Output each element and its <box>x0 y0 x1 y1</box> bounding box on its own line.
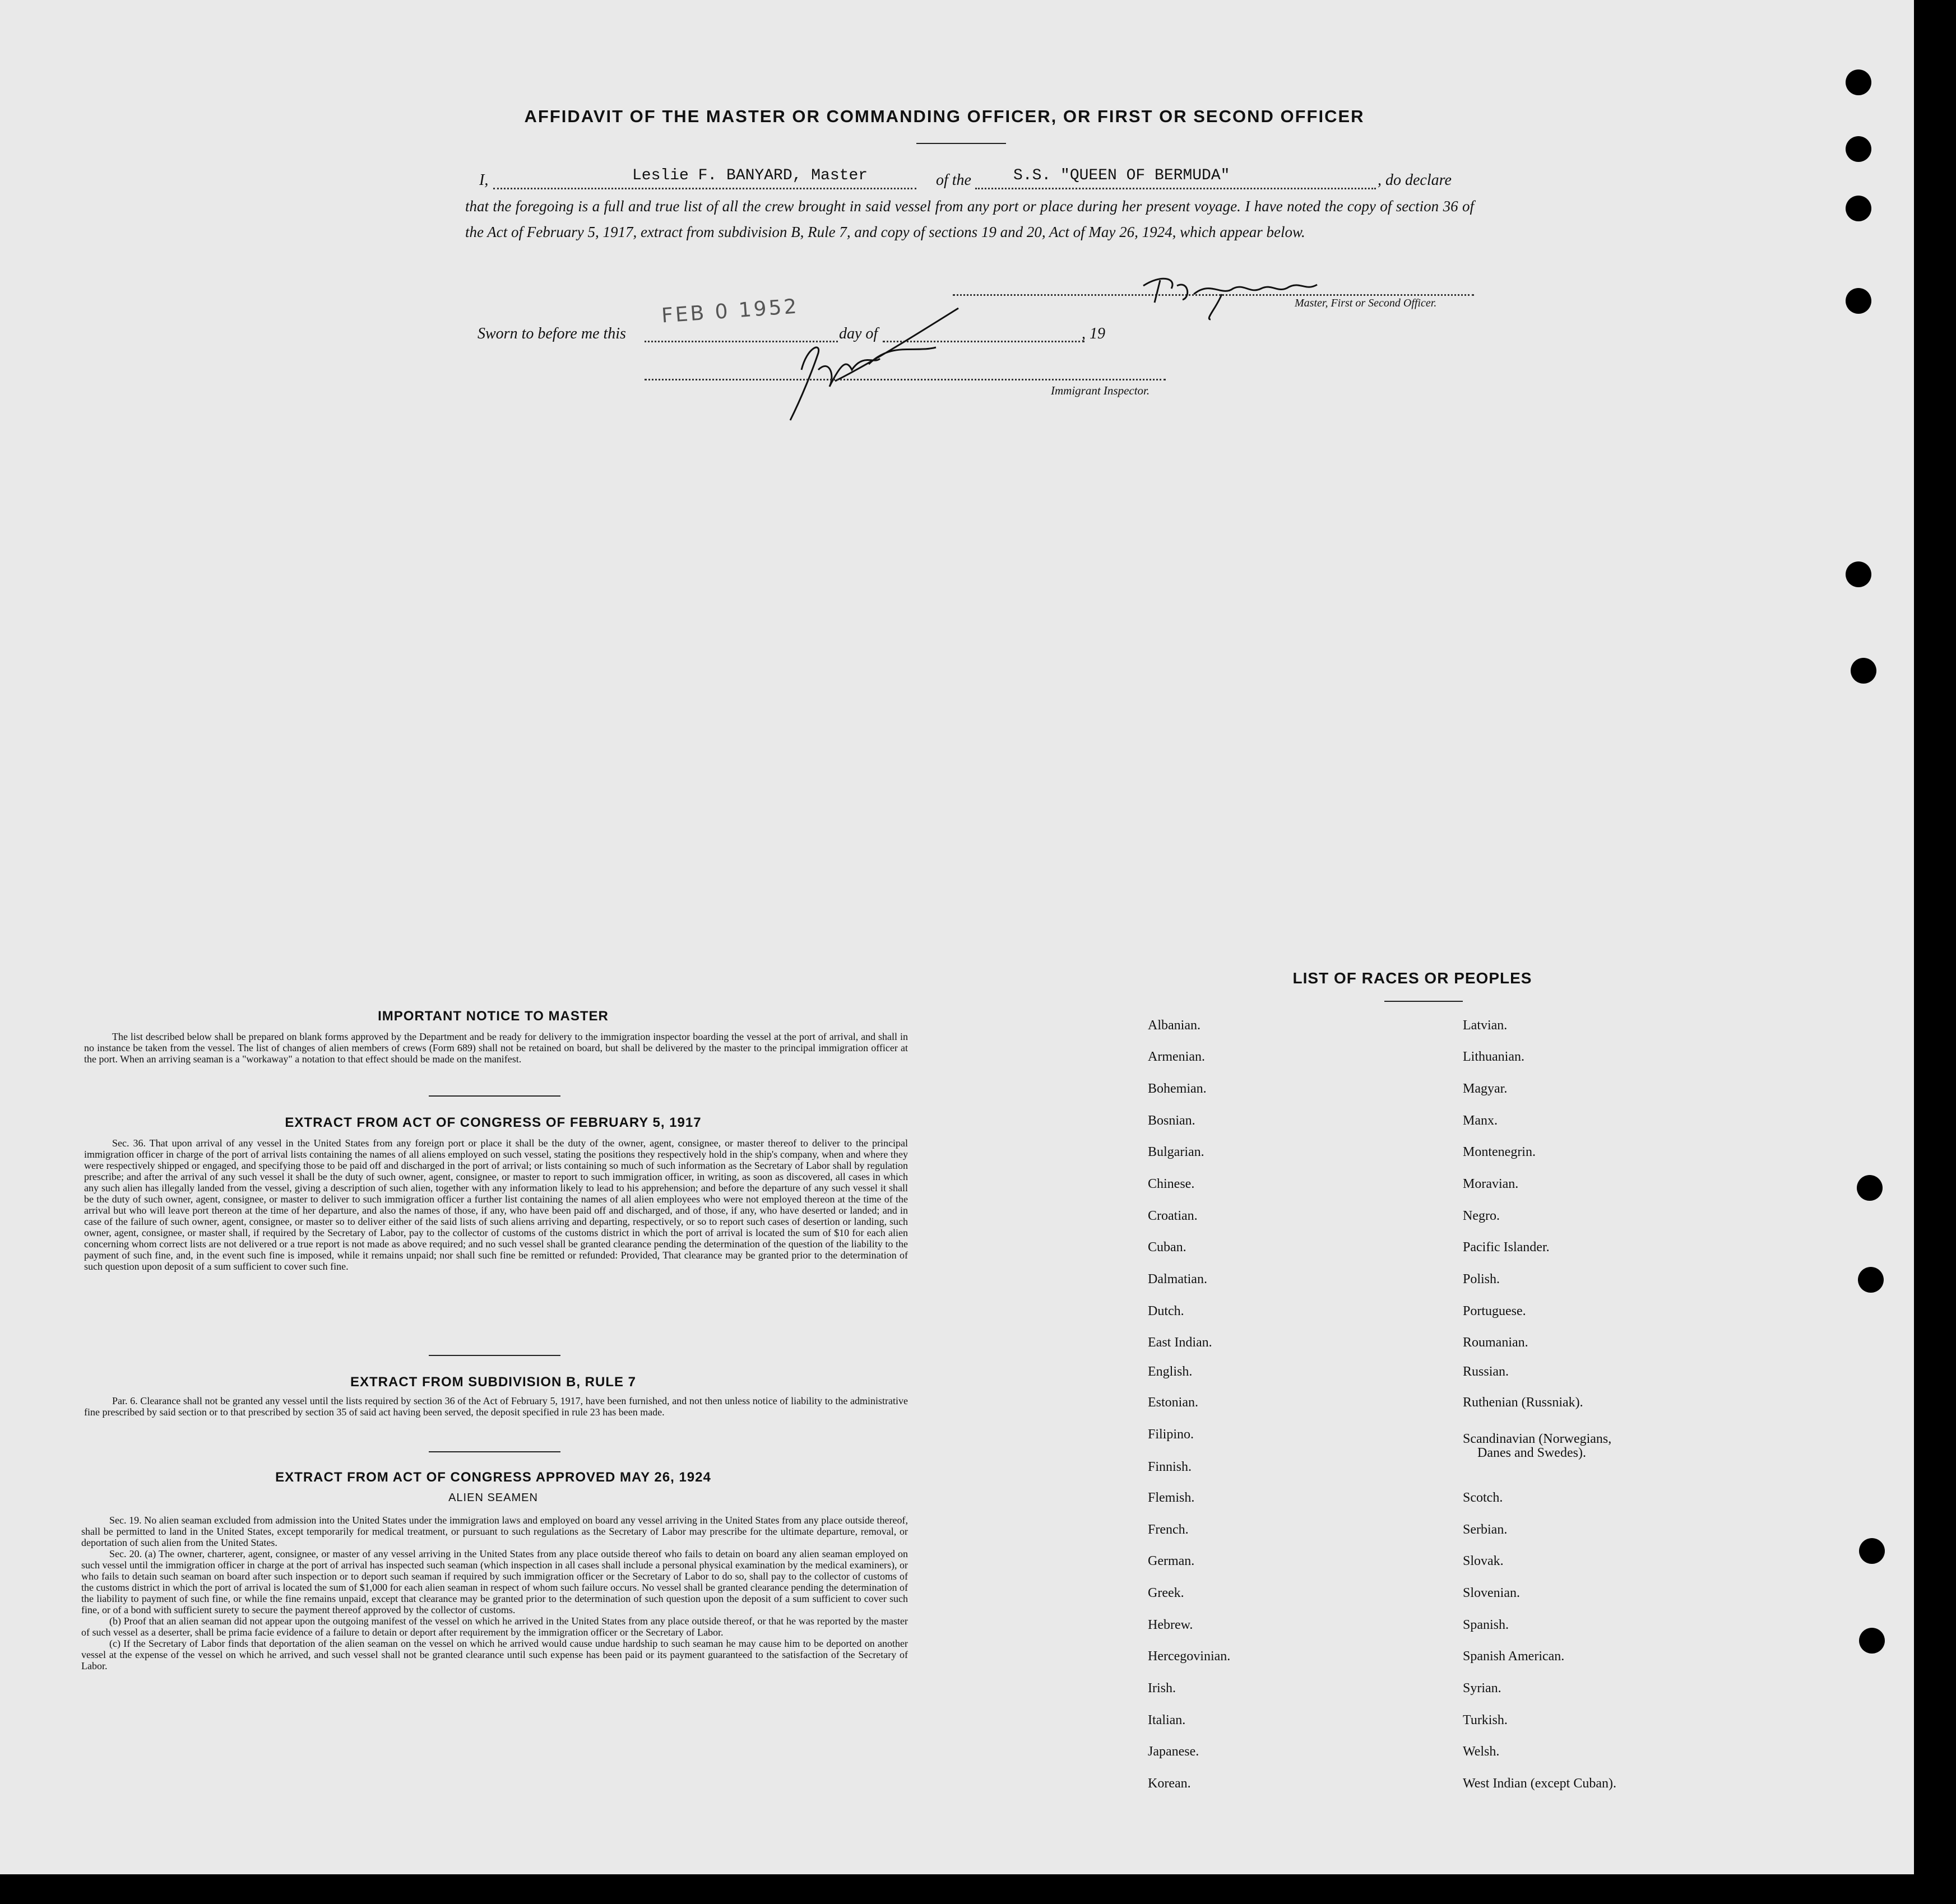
binder-hole <box>1846 136 1871 162</box>
notice-title: IMPORTANT NOTICE TO MASTER <box>378 1009 609 1024</box>
extract-1924-body <box>81 1515 908 1671</box>
inspector-signature-line <box>645 379 1166 380</box>
race-item: Montenegrin. <box>1463 1145 1536 1159</box>
binder-hole <box>1851 658 1876 684</box>
rule7-body: Par. 6. Clearance shall not be granted any vessel until the lists required by section 36 of the Act of February 5, 1917, have been furnished, and not then unless notice of liability to the administrative fine prescribed by said section or to that prescribed by section 35 of said act having been served, the deposit specified in rule 23 has been made. <box>84 1395 908 1418</box>
binder-hole <box>1846 196 1871 221</box>
race-item: Ruthenian (Russniak). <box>1463 1395 1583 1410</box>
do-declare-label: , do declare <box>1378 171 1452 189</box>
extract-1924-title: EXTRACT FROM ACT OF CONGRESS APPROVED MAY 26, 1924 <box>275 1470 711 1485</box>
binder-hole <box>1846 288 1871 314</box>
race-item: East Indian. <box>1148 1335 1212 1350</box>
binder-hole <box>1857 1175 1883 1201</box>
race-item: Slovenian. <box>1463 1586 1520 1600</box>
race-item: Dutch. <box>1148 1304 1184 1318</box>
race-item: Croatian. <box>1148 1209 1198 1223</box>
divider <box>429 1355 560 1356</box>
day-of-label: day of <box>839 325 878 342</box>
race-item: Danes and Swedes). <box>1477 1446 1586 1460</box>
divider <box>429 1451 560 1452</box>
year-prefix: , 19 <box>1082 325 1105 342</box>
race-item: Dalmatian. <box>1148 1272 1207 1287</box>
master-name: Leslie F. BANYARD, Master <box>632 167 868 184</box>
race-item: Finnish. <box>1148 1460 1192 1474</box>
race-item: Filipino. <box>1148 1427 1194 1442</box>
race-item: Welsh. <box>1463 1744 1500 1759</box>
race-item: West Indian (except Cuban). <box>1463 1776 1616 1791</box>
rule7-title: EXTRACT FROM SUBDIVISION B, RULE 7 <box>350 1374 637 1390</box>
sworn-label: Sworn to before me this <box>478 325 626 342</box>
title-underline <box>916 143 1006 144</box>
race-item: Turkish. <box>1463 1713 1508 1727</box>
race-item: Hercegovinian. <box>1148 1649 1231 1664</box>
race-item: Scandinavian (Norwegians, <box>1463 1432 1612 1446</box>
race-item: Roumanian. <box>1463 1335 1528 1350</box>
vessel-name: S.S. "QUEEN OF BERMUDA" <box>1013 167 1230 184</box>
sec20b-text: (b) Proof that an alien seaman did not appear upon the outgoing manifest of the vessel on which he arrived in the United States from any place outside thereof, or that he was reported by the master of such vessel as a deserter, shall be prima facie evidence of a failure to detain or deport after requirement by the immigration officer or the Secretary of Labor. <box>81 1615 908 1638</box>
race-item: Syrian. <box>1463 1681 1501 1696</box>
race-item: Moravian. <box>1463 1177 1519 1191</box>
binder-hole <box>1846 561 1871 587</box>
race-item: Cuban. <box>1148 1240 1186 1255</box>
race-item: Armenian. <box>1148 1049 1205 1064</box>
notice-body: The list described below shall be prepared on blank forms approved by the Department and be ready for delivery to the immigration inspector boarding the vessel at the port of arrival, and shall in no instance be taken from the vessel. The list of changes of alien members of crews (Form 689) shall not be retained on board, but shall be delivered by the master to the principal immigration officer at the port. When an arriving seaman is a "workaway" a notation to that effect should be made on the manifest. <box>84 1031 908 1065</box>
race-item: German. <box>1148 1554 1195 1568</box>
race-item: Pacific Islander. <box>1463 1240 1550 1255</box>
race-item: Chinese. <box>1148 1177 1195 1191</box>
inspector-signature <box>768 303 970 426</box>
binder-hole <box>1859 1538 1885 1564</box>
master-signature <box>1138 263 1339 325</box>
binder-hole <box>1858 1267 1884 1293</box>
name-line <box>493 188 916 189</box>
race-item: Estonian. <box>1148 1395 1198 1410</box>
race-item: Slovak. <box>1463 1554 1504 1568</box>
race-item: Manx. <box>1463 1113 1498 1128</box>
race-item: Greek. <box>1148 1586 1184 1600</box>
sec20c-text: (c) If the Secretary of Labor finds that deportation of the alien seaman on the vessel on which he arrived would cause undue hardship to such seaman he may cause him to be deported on another vessel at the expense of the vessel on which he arrived, and such vessel shall not be granted clearance until such expense has been paid or its payment guaranteed to the satisfaction of the Secretary of Labor. <box>81 1638 908 1671</box>
race-item: Albanian. <box>1148 1018 1201 1033</box>
race-item: Polish. <box>1463 1272 1500 1287</box>
sec19-text: Sec. 19. No alien seaman excluded from admission into the United States under the immigration laws and employed on board any vessel arriving in the United States from any place outside thereof, shall be permitted to land in the United States, except temporarily for medical treatment, or pursuant to such regulations as the Secretary of Labor may prescribe for the ultimate departure, removal, or deportation of such alien from the United States. <box>81 1515 908 1548</box>
race-item: Bohemian. <box>1148 1081 1207 1096</box>
binder-hole <box>1859 1628 1885 1654</box>
race-item: Portuguese. <box>1463 1304 1526 1318</box>
extract-1917-title: EXTRACT FROM ACT OF CONGRESS OF FEBRUARY 5, 1917 <box>285 1115 702 1130</box>
race-item: Italian. <box>1148 1713 1186 1727</box>
race-item: Korean. <box>1148 1776 1191 1791</box>
extract-1924-subtitle: ALIEN SEAMEN <box>448 1492 538 1504</box>
sec20a-text: Sec. 20. (a) The owner, charterer, agent, consignee, or master of any vessel arriving in the United States from any place outside thereof who fails to detain on board any alien seaman employed on such vessel until the immigration officer in charge at the port of arrival has inspected such seaman (which inspection in all cases shall include a personal physical examination by the medical examiners), or who fails to detain such seaman on board after such inspection or to deport such seaman if required by such immigration officer or the Secretary of Labor to do so, shall pay to the collector of customs of the customs district in which the port of arrival is located the sum of $1,000 for each alien seaman in respect of whom such failure occurs. No vessel shall be granted clearance pending the determination of the liability to payment of such fine, or while the fine remains unpaid, except that clearance may be granted prior to the determination of such question upon the deposit of a sum sufficient to cover such fine, or of a bond with sufficient surety to secure the payment thereof approved by the collector of customs. <box>81 1548 908 1615</box>
race-item: Spanish American. <box>1463 1649 1565 1664</box>
declaration-pronoun: I, <box>479 171 489 189</box>
race-item: Bosnian. <box>1148 1113 1195 1128</box>
race-item: Latvian. <box>1463 1018 1508 1033</box>
divider <box>429 1095 560 1097</box>
race-item: Spanish. <box>1463 1618 1509 1632</box>
race-item: Hebrew. <box>1148 1618 1193 1632</box>
master-signature-caption: Master, First or Second Officer. <box>1295 297 1437 309</box>
race-item: Flemish. <box>1148 1490 1195 1505</box>
race-item: Bulgarian. <box>1148 1145 1204 1159</box>
race-item: Scotch. <box>1463 1490 1503 1505</box>
of-the-label: of the <box>936 171 971 189</box>
extract-1917-body: Sec. 36. That upon arrival of any vessel in the United States from any foreign port or place it shall be the duty of the owner, agent, consignee, or master thereof to deliver to the principal immigration officer in charge of the port of arrival lists containing the names of all aliens employed on such vessel, stating the positions they respectively hold in the ship's company, when and where they were respectively shipped or engaged, and specifying those to be paid off and discharged in the port of arrival; or lists containing so much of such information as the Secretary of Labor shall by regulation prescribe; and after the arrival of any such vessel it shall be the duty of such owner, agent, consignee, or master to report to such immigration officer, in writing, as soon as discovered, all cases in which any such alien has illegally landed from the vessel, giving a description of such alien, together with any information likely to lead to his apprehension; and before the departure of any such vessel it shall be the duty of such owner, agent, consignee, or master to deliver to such immigration officer a further list containing the names of all alien employees who were not employed thereon at the time of the arrival but who will leave port thereon at the time of her departure, and also the names of those, if any, who have been paid off and discharged, and of those, if any, who have deserted or landed; and in case of the failure of such owner, agent, consignee, or master so to deliver either of the said lists of such aliens arriving and departing, respectively, or so to report such cases of desertion or landing, such owner, agent, consignee, or master shall, if required by the Secretary of Labor, pay to the collector of customs of the customs district in which the port of arrival is located the sum of $10 for each alien concerning whom correct lists are not delivered or a true report is not made as above required; and no such vessel shall be granted clearance pending the determination of the question of the liability to the payment of such fine, and, in the event such fine is imposed, while it remains unpaid; nor shall such fine be remitted or refunded: Provided, That clearance may be granted prior to the determination of such question upon deposit of a sum sufficient to cover such fine. <box>84 1137 908 1272</box>
inspector-caption: Immigrant Inspector. <box>1051 384 1150 397</box>
declaration-text: that the foregoing is a full and true list of all the crew brought in said vessel from any port or place during her present voyage. I have noted the copy of section 36 of the Act of February 5, 1917, extract from subdivision B, Rule 7, and copy of sections 19 and 20, Act of May 26, 1924, which appear below. <box>465 198 1474 240</box>
race-item: French. <box>1148 1522 1189 1537</box>
race-item: English. <box>1148 1364 1193 1379</box>
page-title: AFFIDAVIT OF THE MASTER OR COMMANDING OFFICER, OR FIRST OR SECOND OFFICER <box>524 106 1365 126</box>
race-item: Negro. <box>1463 1209 1500 1223</box>
race-item: Magyar. <box>1463 1081 1508 1096</box>
race-item: Japanese. <box>1148 1744 1199 1759</box>
date-stamp: FEB 0 1952 <box>660 295 800 328</box>
divider <box>1384 1001 1463 1002</box>
races-title: LIST OF RACES OR PEOPLES <box>1292 969 1532 987</box>
race-item: Serbian. <box>1463 1522 1508 1537</box>
race-item: Lithuanian. <box>1463 1049 1524 1064</box>
vessel-line <box>975 188 1376 189</box>
race-item: Irish. <box>1148 1681 1176 1696</box>
race-item: Russian. <box>1463 1364 1509 1379</box>
binder-hole <box>1846 69 1871 95</box>
